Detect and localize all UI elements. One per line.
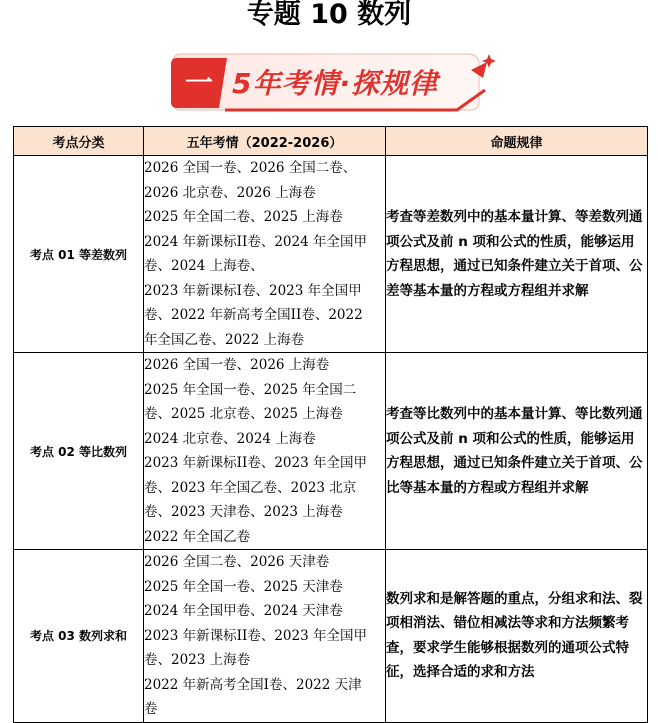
exam-year-line: 2026 全国二卷、2026 天津卷 <box>144 554 330 570</box>
exam-years-list <box>144 550 386 723</box>
exam-year-line: 2023 年新课标II卷、2023 年全国甲 <box>144 455 367 471</box>
table-row <box>14 156 648 353</box>
exam-year-line: 2024 年新课标II卷、2024 年全国甲 <box>144 233 367 250</box>
proposition-rule: 考查等差数列中的基本量计算、等差数列通项公式及前 n 项和公式的性质，能够运用方程思想，通过已知条件建立关于首项、公差等基本量的方程或方程组并求解 <box>386 156 648 353</box>
banner-number: 一 <box>184 66 213 99</box>
exam-years-list <box>144 156 386 353</box>
table-row <box>14 550 648 723</box>
exam-year-line: 2026 全国一卷、2026 上海卷 <box>144 357 330 373</box>
exam-years-list <box>144 353 386 550</box>
banner-title: 5年考情·探规律 <box>232 67 439 100</box>
proposition-rule: 数列求和是解答题的重点，分组求和法、裂项相消法、错位相减法等求和方法频繁考查，要求学生能够根据数列的通项公式特征，选择合适的求和方法 <box>386 550 648 723</box>
exam-year-line: 2023 年新课标I卷、2023 年全国甲 <box>144 282 362 299</box>
exam-year-line: 2022 年新高考全国I卷、2022 天津 <box>144 676 362 693</box>
exam-year-line: 卷、2023 上海卷 <box>144 652 251 668</box>
header-category: 考点分类 <box>14 127 144 156</box>
exam-year-line: 2023 年新课标II卷、2023 年全国甲 <box>144 627 367 644</box>
topic-category: 考点 03 数列求和 <box>14 550 144 723</box>
header-rule: 命题规律 <box>386 127 648 156</box>
page-title: 专题 10 数列 <box>246 0 412 30</box>
proposition-rule: 考查等比数列中的基本量计算、等比数列通项公式及前 n 项和公式的性质，能够运用方程思想，通过已知条件建立关于首项、公比等基本量的方程或方程组并求解 <box>386 353 648 550</box>
exam-year-line: 2025 年全国一卷、2025 天津卷 <box>144 578 343 595</box>
table-header-row <box>14 127 648 156</box>
exam-year-line: 卷、2023 年全国乙卷、2023 北京 <box>144 479 357 496</box>
exam-year-line: 卷、2025 北京卷、2025 上海卷 <box>144 406 343 422</box>
exam-year-line: 卷、2024 上海卷、 <box>144 258 264 274</box>
header-years: 五年考情（2022-2026） <box>144 127 386 156</box>
exam-topics-table <box>13 126 648 723</box>
exam-year-line: 2024 北京卷、2024 上海卷 <box>144 430 316 447</box>
table-row <box>14 353 648 550</box>
exam-year-line: 年全国乙卷、2022 上海卷 <box>144 331 305 348</box>
topic-category: 考点 02 等比数列 <box>14 353 144 550</box>
exam-year-line: 卷、2023 天津卷、2023 上海卷 <box>144 504 343 520</box>
exam-year-line: 2022 年全国乙卷 <box>144 528 251 545</box>
exam-year-line: 2024 年全国甲卷、2024 天津卷 <box>144 603 343 619</box>
exam-year-line: 2026 全国一卷、2026 全国二卷、 <box>144 160 357 176</box>
exam-year-line: 2025 年全国一卷、2025 年全国二 <box>144 381 357 398</box>
exam-year-line: 2025 年全国二卷、2025 上海卷 <box>144 209 343 225</box>
exam-year-line: 卷、2022 年新高考全国II卷、2022 <box>144 307 363 323</box>
exam-year-line: 卷 <box>144 701 158 717</box>
exam-year-line: 2026 北京卷、2026 上海卷 <box>144 184 316 201</box>
topic-category: 考点 01 等差数列 <box>14 156 144 353</box>
